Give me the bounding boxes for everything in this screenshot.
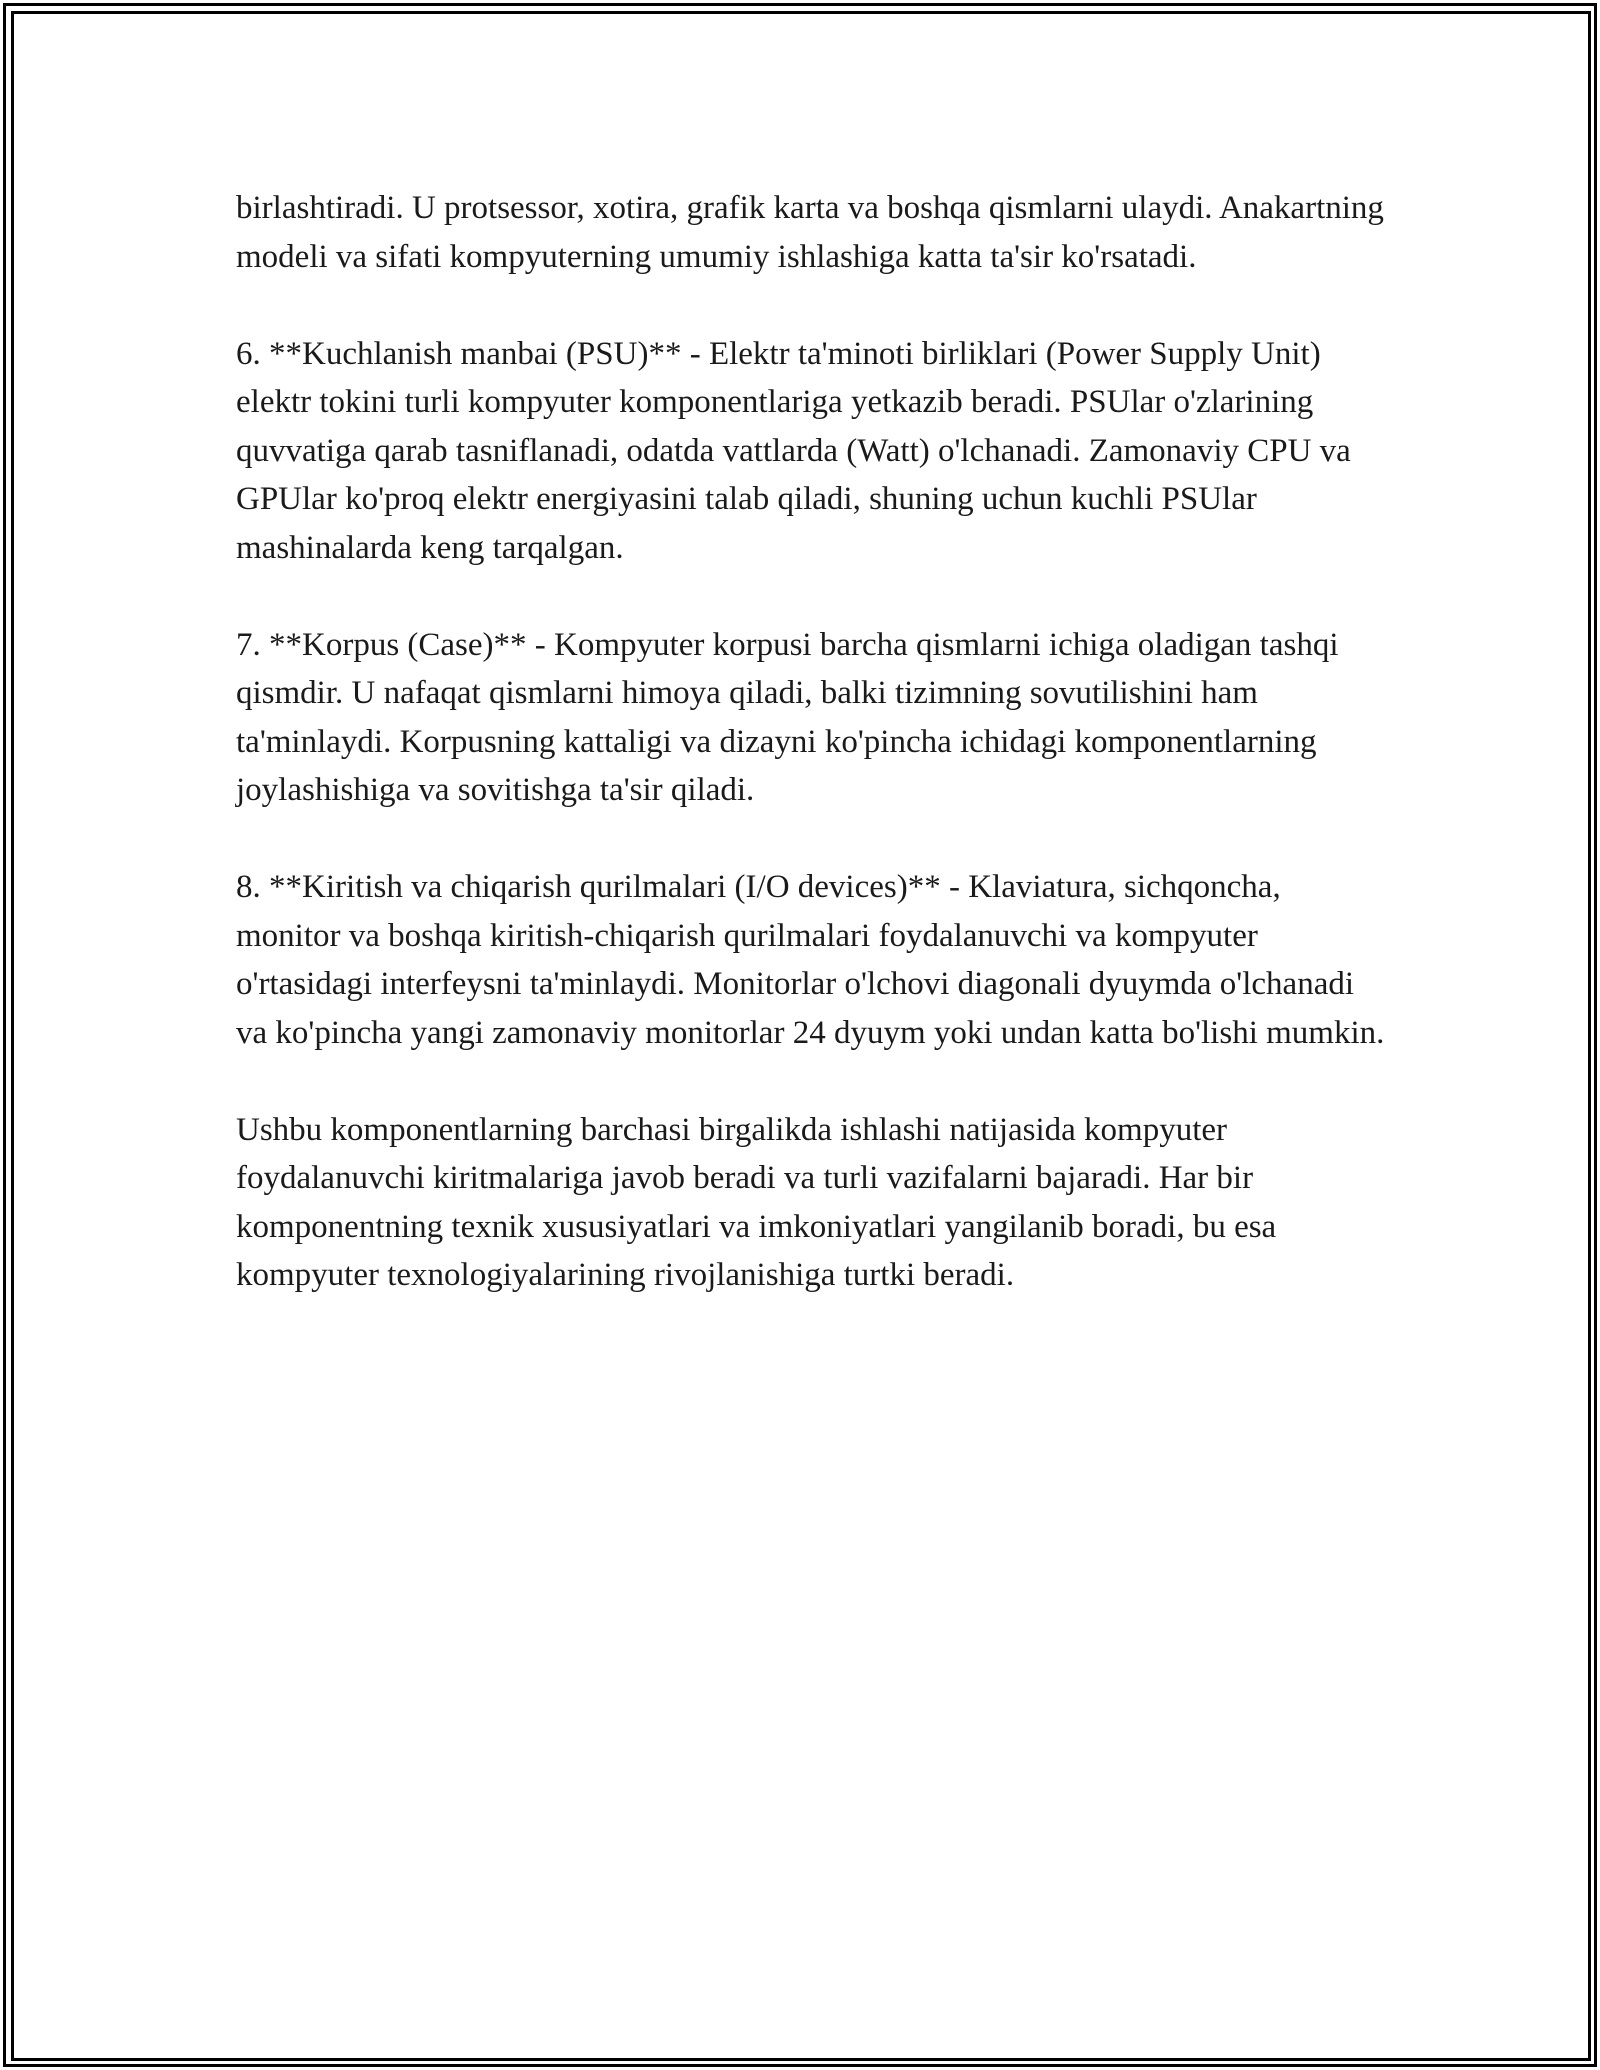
paragraph-psu: 6. **Kuchlanish manbai (PSU)** - Elektr ta'minoti birliklari (Power Supply Unit) elektr tokini turli kompyuter komponentlariga yetkazib beradi. PSUlar o'zlarining quvvatiga qarab tasniflanadi, odatda vattlarda (Watt) o'lchanadi. Zamonaviy CPU va GPUlar ko'proq elektr energiyasini talab qiladi, shuning uchun kuchli PSUlar mashinalarda keng tarqalgan. [236, 335, 1351, 566]
paragraph-case: 7. **Korpus (Case)** - Kompyuter korpusi barcha qismlarni ichiga oladigan tashqi qismdir. U nafaqat qismlarni himoya qiladi, balki tizimning sovutilishini ham ta'minlaydi. Korpusning kattaligi va dizayni ko'pincha ichidagi komponentlarning joylashishiga va sovitishga ta'sir qiladi. [236, 626, 1339, 808]
paragraph-conclusion: Ushbu komponentlarning barchasi birgalikda ishlashi natijasida kompyuter foydalanuvchi kiritmalariga javob beradi va turli vazifalarni bajaradi. Har bir komponentning texnik xususiyatlari va imkoniyatlari yangilanib boradi, bu esa kompyuter texnologiyalarining rivojlanishiga turtki beradi. [236, 1111, 1277, 1293]
paragraph-io-devices: 8. **Kiritish va chiqarish qurilmalari (I/O devices)** - Klaviatura, sichqoncha, monitor va boshqa kiritish-chiqarish qurilmalari foydalanuvchi va kompyuter o'rtasidagi interfeysni ta'minlaydi. Monitorlar o'lchovi diagonali dyuymda o'lchanadi va ko'pincha yangi zamonaviy monitorlar 24 dyuym yoki undan katta bo'lishi mumkin. [236, 869, 1385, 1051]
document-body [236, 184, 1386, 1348]
paragraph-motherboard-continued: birlashtiradi. U protsessor, xotira, grafik karta va boshqa qismlarni ulaydi. Anakartning modeli va sifati kompyuterning umumiy ishlashiga katta ta'sir ko'rsatadi. [236, 190, 1384, 275]
